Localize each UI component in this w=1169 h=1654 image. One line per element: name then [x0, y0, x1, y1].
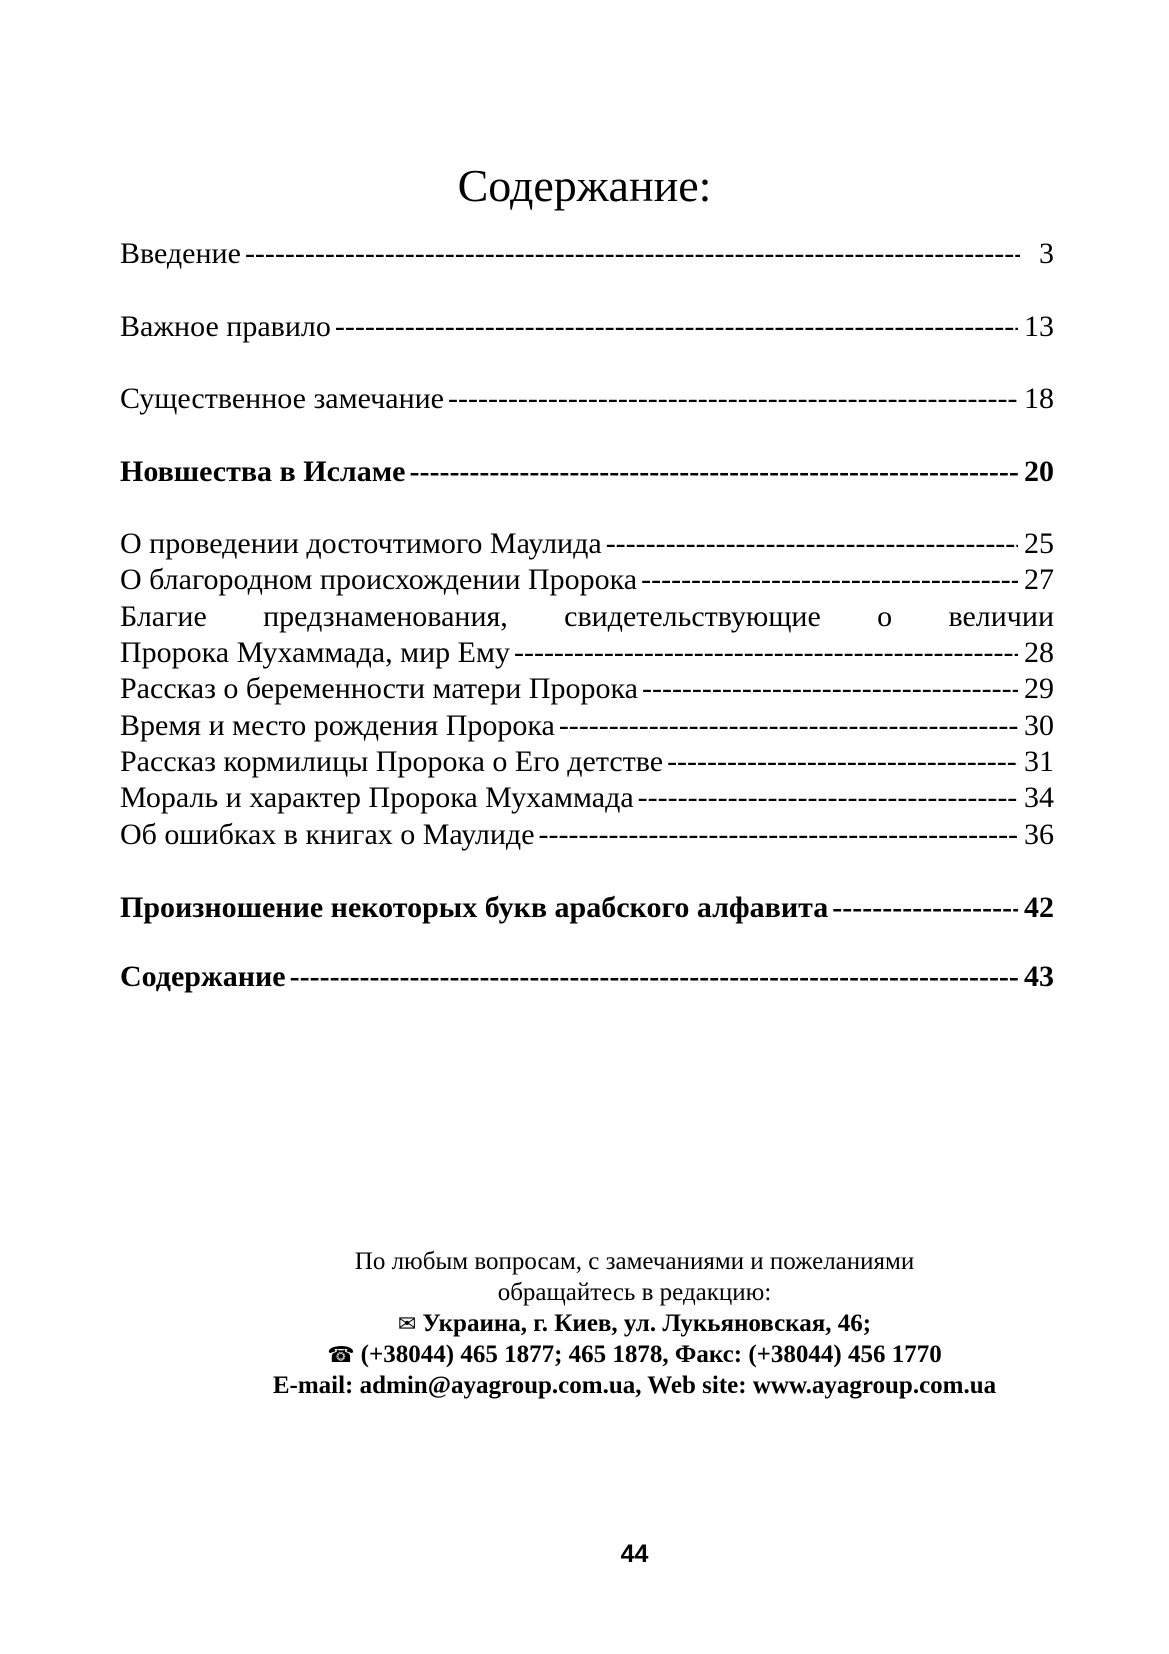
- toc-entry: [120, 309, 1054, 345]
- footer-line-2: обращайтесь в редакцию:: [497, 1279, 772, 1306]
- toc-leader: [606, 526, 1018, 562]
- toc-entry: [120, 708, 1054, 744]
- toc-entry: [120, 236, 1054, 272]
- toc-leader: [638, 780, 1018, 816]
- toc-entry-section: [120, 959, 1054, 995]
- toc-entry-page: 13: [1024, 310, 1054, 343]
- footer-phone: [0, 1339, 1169, 1372]
- phone-text: (+38044) 465 1877; 465 1878, Факс: (+38044) 456 1770: [360, 1341, 942, 1368]
- toc-entry: [120, 671, 1054, 707]
- toc-entry-page: 29: [1024, 672, 1054, 705]
- toc-entry-continued: [120, 599, 1054, 635]
- address-text: Украина, г. Киев, ул. Лукьяновская, 46;: [422, 1310, 872, 1337]
- toc-entry-page: 28: [1024, 636, 1054, 669]
- toc-leader: [245, 236, 1020, 272]
- toc-entry-page: 43: [1024, 960, 1054, 993]
- toc-entry-label: Содержание: [120, 960, 286, 993]
- toc-entry-label: Существенное замечание: [120, 382, 444, 415]
- toc-entry: [120, 744, 1054, 780]
- toc-leader: [514, 635, 1018, 671]
- toc-entry-label: Мораль и характер Пророка Мухаммада: [120, 781, 634, 814]
- toc-leader: [559, 708, 1018, 744]
- toc-entry-label: Благие предзнаменования, свидетельствующие о величии: [120, 600, 1054, 633]
- toc-entry: [120, 817, 1054, 853]
- toc-leader: [290, 959, 1018, 995]
- toc-entry: [120, 562, 1054, 598]
- toc-entry-page: 27: [1024, 563, 1054, 596]
- toc-entry-page: 34: [1024, 781, 1054, 814]
- toc-entry-page: 36: [1024, 818, 1054, 851]
- toc-entry: [120, 526, 1054, 562]
- toc-entry-section: [120, 454, 1054, 490]
- toc-leader: [667, 744, 1018, 780]
- toc-entry: [120, 635, 1054, 671]
- footer-contacts[interactable]: E-mail: admin@ayagroup.com.ua, Web site: www.ayagroup.com.ua: [272, 1372, 997, 1399]
- toc-entry-page: 31: [1024, 745, 1054, 778]
- toc-entry-label: Рассказ о беременности матери Пророка: [120, 672, 638, 705]
- toc-entry-label: Введение: [120, 237, 241, 270]
- envelope-icon: ✉: [397, 1312, 417, 1337]
- toc-entry: [120, 780, 1054, 816]
- footer-line-1: По любым вопросам, с замечаниями и пожеланиями: [354, 1248, 915, 1275]
- toc-entry-label: Пророка Мухаммада, мир Ему: [120, 636, 510, 669]
- toc-entry-page: 3: [1039, 237, 1054, 270]
- toc-entry-label: О проведении досточтимого Маулида: [120, 527, 602, 560]
- toc-entry-label: О благородном происхождении Пророка: [120, 563, 638, 596]
- toc-entry-page: 20: [1024, 455, 1054, 488]
- toc-entry-section: [120, 890, 1054, 926]
- toc-entry: [120, 381, 1054, 417]
- toc-entry-page: 25: [1024, 527, 1054, 560]
- toc-entry-page: 30: [1024, 709, 1054, 742]
- toc-leader: [335, 309, 1018, 345]
- toc-leader: [642, 671, 1018, 707]
- toc-entry-page: 42: [1024, 891, 1054, 924]
- toc-leader: [539, 817, 1018, 853]
- toc-entry-label: Новшества в Исламе: [120, 455, 406, 488]
- toc-entry-label: Об ошибках в книгах о Маулиде: [120, 818, 535, 851]
- toc-entry-label: Рассказ кормилицы Пророка о Его детстве: [120, 745, 664, 778]
- page-number: 44: [620, 1540, 649, 1568]
- toc-entry-label: Важное правило: [120, 310, 331, 343]
- toc-leader: [641, 562, 1018, 598]
- page-title: Содержание:: [457, 160, 712, 211]
- telephone-icon: ☎: [327, 1343, 355, 1368]
- toc-entry-label: Произношение некоторых букв арабского алфавита: [120, 891, 829, 924]
- footer-address: [0, 1308, 1169, 1341]
- toc-entry-page: 18: [1024, 382, 1054, 415]
- toc-leader: [832, 890, 1018, 926]
- toc-leader: [448, 381, 1018, 417]
- toc-entry-label: Время и место рождения Пророка: [120, 709, 555, 742]
- toc-leader: [409, 454, 1018, 490]
